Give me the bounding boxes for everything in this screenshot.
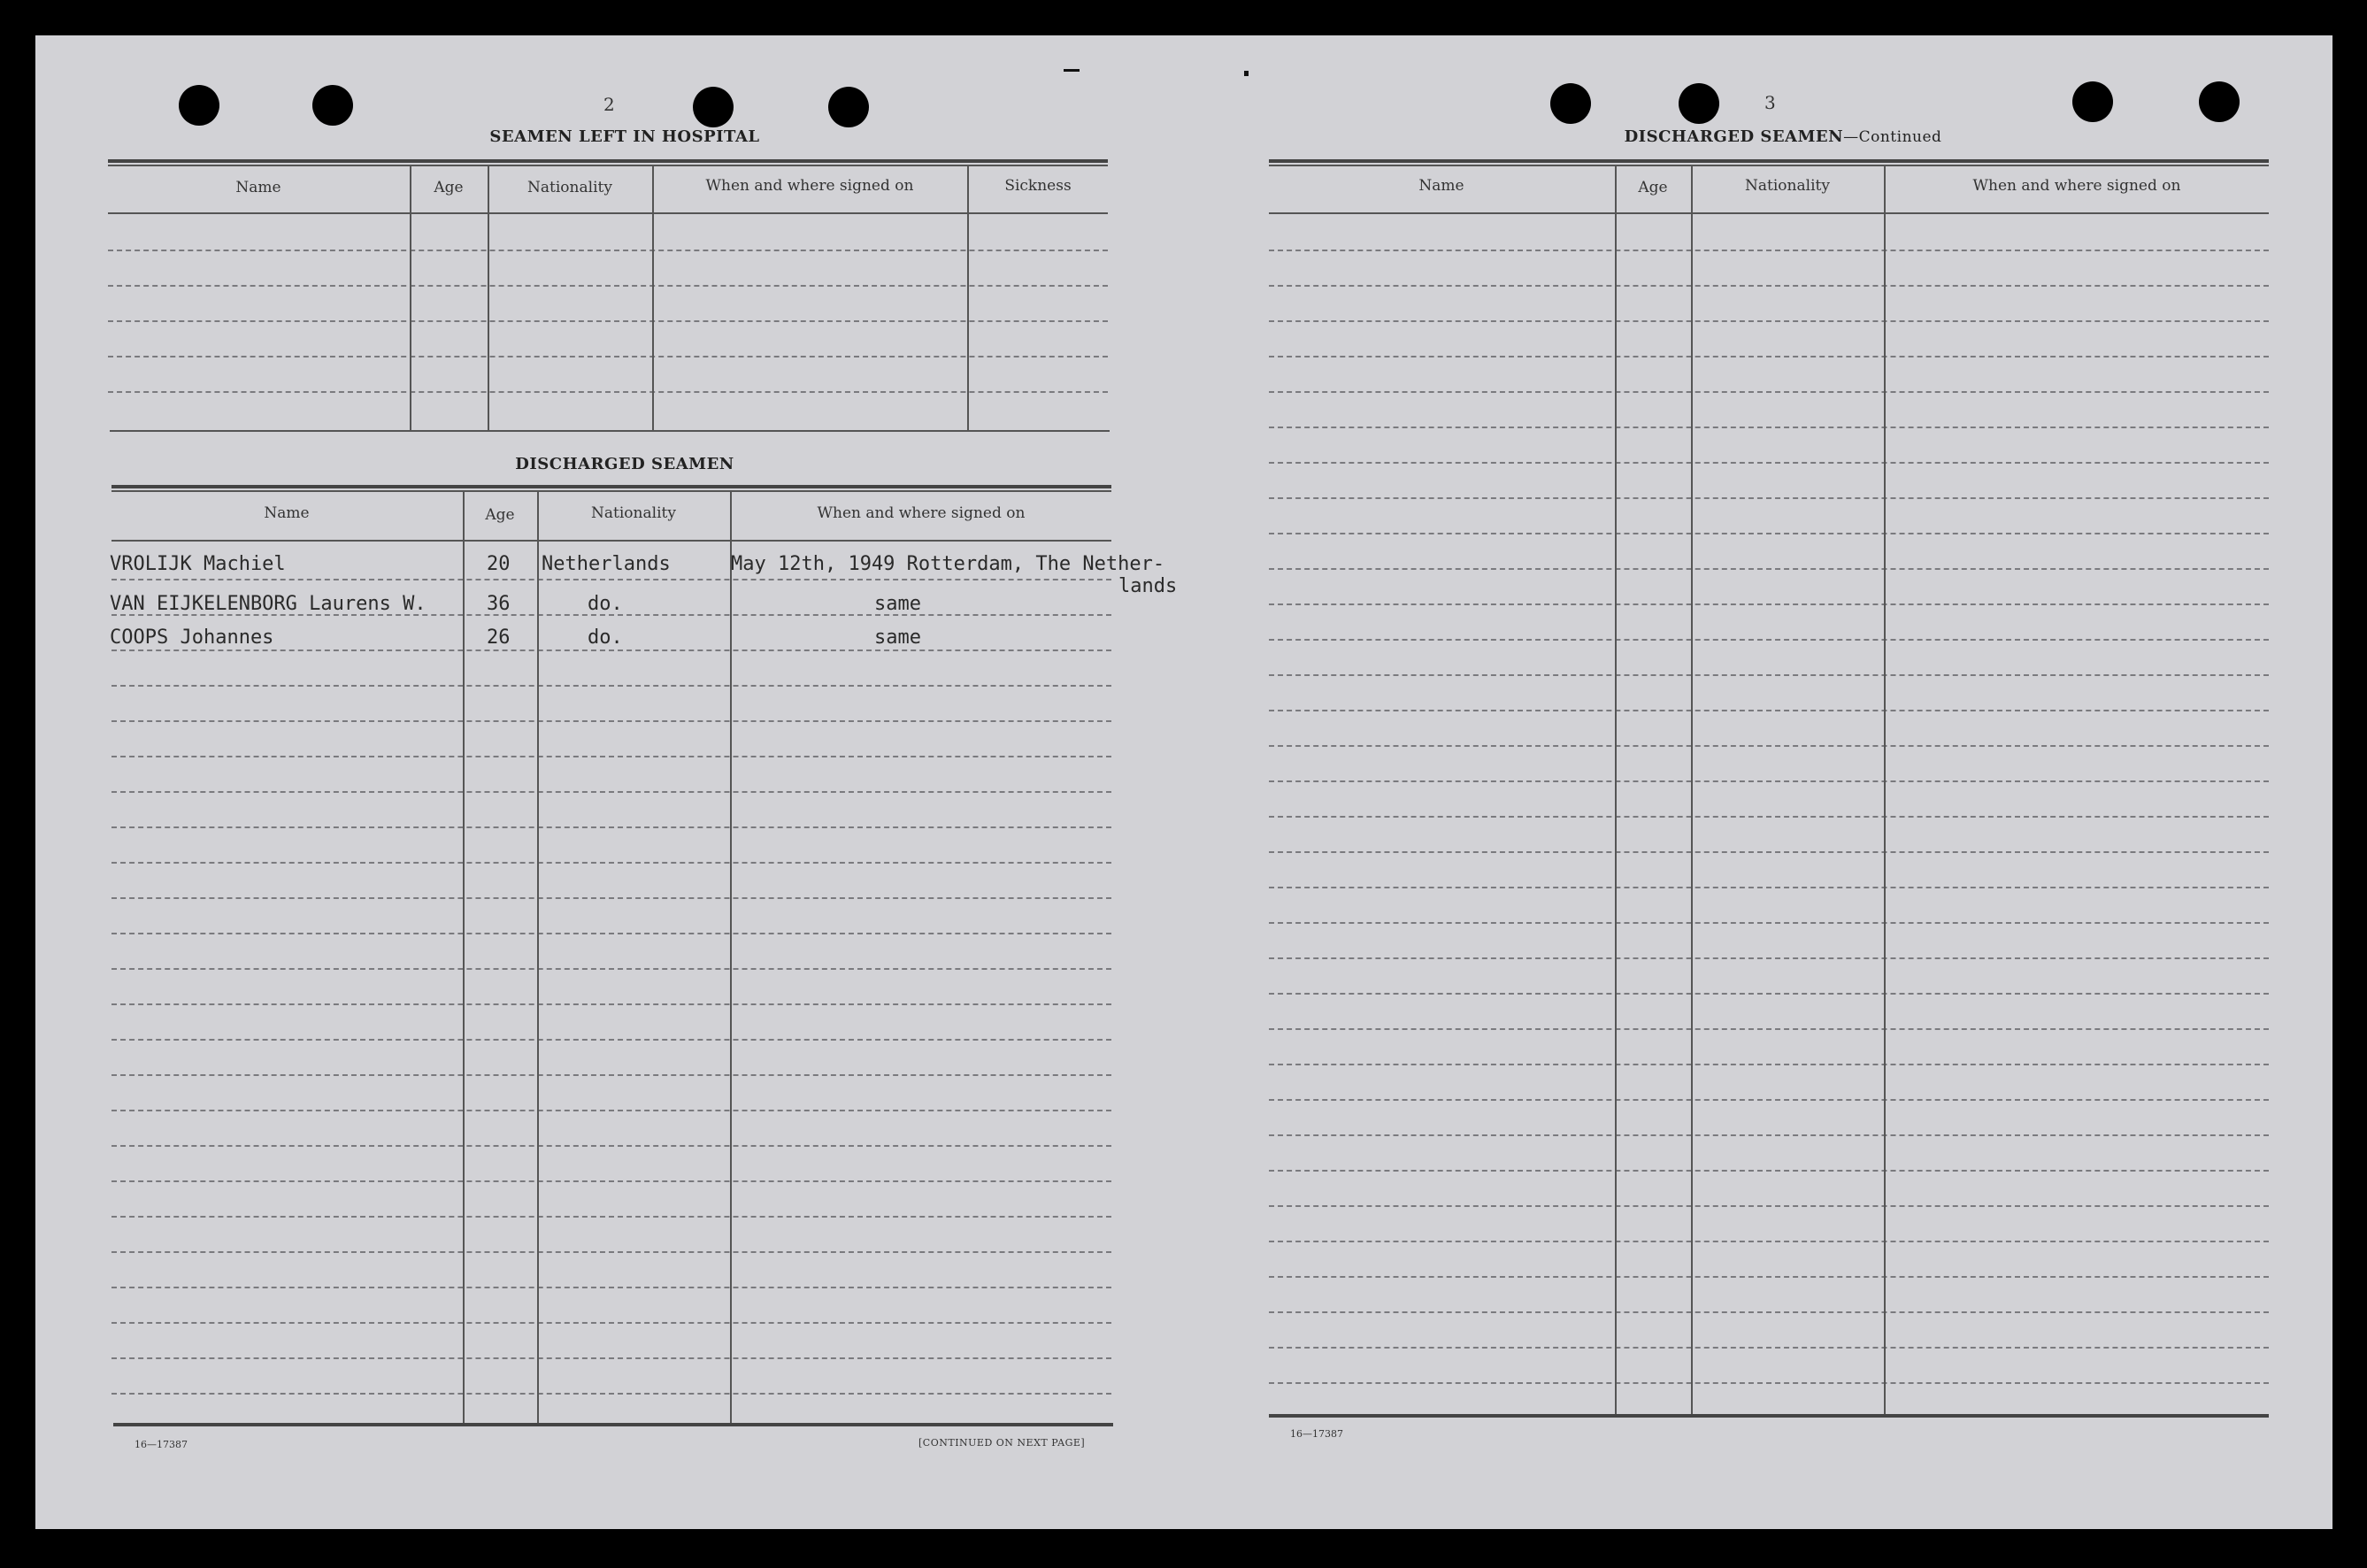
section-title-hospital: SEAMEN LEFT IN HOSPITAL [489,127,760,146]
seaman-name: VROLIJK Machiel [110,553,286,575]
rule [1269,1414,2269,1418]
seaman-age: 36 [487,593,511,615]
punch-hole [693,87,734,127]
form-row-line [1269,1205,2269,1207]
form-row-line [1269,603,2269,605]
col-header-age: Age [485,506,515,524]
form-row-line [1269,1170,2269,1172]
form-row-line [111,685,1111,687]
form-row-line [111,1393,1111,1395]
form-row-line [108,285,1108,287]
form-row-line [111,720,1111,722]
header-rule [111,540,1111,542]
form-row-line [1269,427,2269,428]
form-row-line [1269,1311,2269,1313]
seaman-name: VAN EIJKELENBORG Laurens W. [110,593,427,615]
page-number: 2 [603,94,615,115]
form-row-line [111,1251,1111,1253]
col-divider [410,166,411,430]
form-row-line [1269,639,2269,641]
form-row-line [108,250,1108,251]
form-row-line [111,968,1111,970]
form-row-line [1269,993,2269,995]
form-row-line [1269,497,2269,499]
punch-hole [828,87,869,127]
seaman-signed-on: May 12th, 1949 Rotterdam, The Nether- [731,553,1165,575]
form-row-line [1269,1134,2269,1136]
page-number: 3 [1764,92,1776,113]
seaman-age: 26 [487,626,511,649]
form-row-line [108,356,1108,357]
seaman-nationality: Netherlands [542,553,671,575]
col-divider [1615,166,1617,1414]
section-title-discharged: DISCHARGED SEAMEN [515,455,734,473]
punch-hole [2199,81,2240,122]
form-row-line [1269,745,2269,747]
rule [111,485,1111,488]
form-row-line [1269,851,2269,853]
col-header-age: Age [434,179,464,196]
seaman-nationality: do. [588,593,623,615]
title-suffix: —Continued [1843,128,1942,146]
scan-mark [1064,69,1080,72]
form-row-line [1269,674,2269,676]
col-header-name: Name [264,504,310,522]
rule [1269,159,2269,163]
form-row-line [111,791,1111,793]
col-divider [1691,166,1693,1414]
form-row-line [111,1074,1111,1076]
form-row-line [1269,922,2269,924]
punch-hole [1679,83,1719,124]
col-header-age: Age [1638,179,1668,196]
form-row-line [1269,1028,2269,1030]
form-row-line [111,1145,1111,1147]
form-row-line [1269,957,2269,959]
col-header-name: Name [235,179,281,196]
rule [108,159,1108,163]
col-divider [1884,166,1886,1414]
rule [108,165,1108,166]
continued-note: [CONTINUED ON NEXT PAGE] [918,1437,1086,1449]
col-header-when-where: When and where signed on [1972,177,2181,195]
form-row-line [111,1287,1111,1288]
col-header-nationality: Nationality [527,179,612,196]
rule [110,430,1110,432]
seaman-signed-on: same [874,593,921,615]
title-text: DISCHARGED SEAMEN [1624,127,1844,146]
col-header-nationality: Nationality [1745,177,1830,195]
form-row-line [1269,1382,2269,1384]
col-divider [730,492,732,1423]
punch-hole [179,85,219,126]
seaman-signed-on-cont: lands [1118,575,1178,597]
header-rule [108,212,1108,214]
col-header-sickness: Sickness [1004,177,1072,195]
col-header-when-where: When and where signed on [817,504,1026,522]
seaman-nationality: do. [588,626,623,649]
punch-hole [1550,83,1591,124]
form-row-line [1269,887,2269,888]
form-number: 16—17387 [134,1439,188,1450]
form-row-line [111,897,1111,899]
col-divider [463,492,465,1423]
col-header-nationality: Nationality [591,504,676,522]
rule [1269,165,2269,166]
form-row-line [1269,1064,2269,1065]
rule [111,490,1111,492]
col-header-name: Name [1418,177,1464,195]
form-row-line [111,1180,1111,1182]
scan-mark [1244,71,1249,76]
form-row-line [1269,1099,2269,1101]
form-row-line [111,826,1111,828]
header-rule [1269,212,2269,214]
form-row-line [111,933,1111,934]
form-row-line [111,579,1111,580]
form-row-line [1269,462,2269,464]
form-row-line [111,756,1111,757]
form-row-line [111,1322,1111,1324]
form-row-line [1269,250,2269,251]
col-divider [537,492,539,1423]
form-row-line [1269,391,2269,393]
form-row-line [111,1110,1111,1111]
col-divider [488,166,489,430]
document-sheet [35,35,2332,1529]
form-row-line [111,1003,1111,1005]
form-number: 16—17387 [1290,1428,1343,1440]
form-row-line [108,391,1108,393]
form-row-line [111,862,1111,864]
form-row-line [1269,1347,2269,1349]
seaman-signed-on: same [874,626,921,649]
form-row-line [108,320,1108,322]
form-row-line [1269,780,2269,782]
form-row-line [1269,816,2269,818]
form-row-line [1269,533,2269,534]
punch-hole [2072,81,2113,122]
col-header-when-where: When and where signed on [705,177,914,195]
seaman-name: COOPS Johannes [110,626,274,649]
form-row-line [1269,568,2269,570]
form-row-line [111,649,1111,651]
col-divider [967,166,969,430]
rule [113,1423,1113,1426]
section-title-discharged-continued [1292,127,2274,146]
form-row-line [111,1357,1111,1359]
form-row-line [111,1039,1111,1041]
form-row-line [1269,285,2269,287]
form-row-line [1269,320,2269,322]
form-row-line [1269,1276,2269,1278]
form-row-line [1269,356,2269,357]
col-divider [652,166,654,430]
form-row-line [1269,710,2269,711]
punch-hole [312,85,353,126]
form-row-line [111,1216,1111,1218]
form-row-line [1269,1241,2269,1242]
seaman-age: 20 [487,553,511,575]
